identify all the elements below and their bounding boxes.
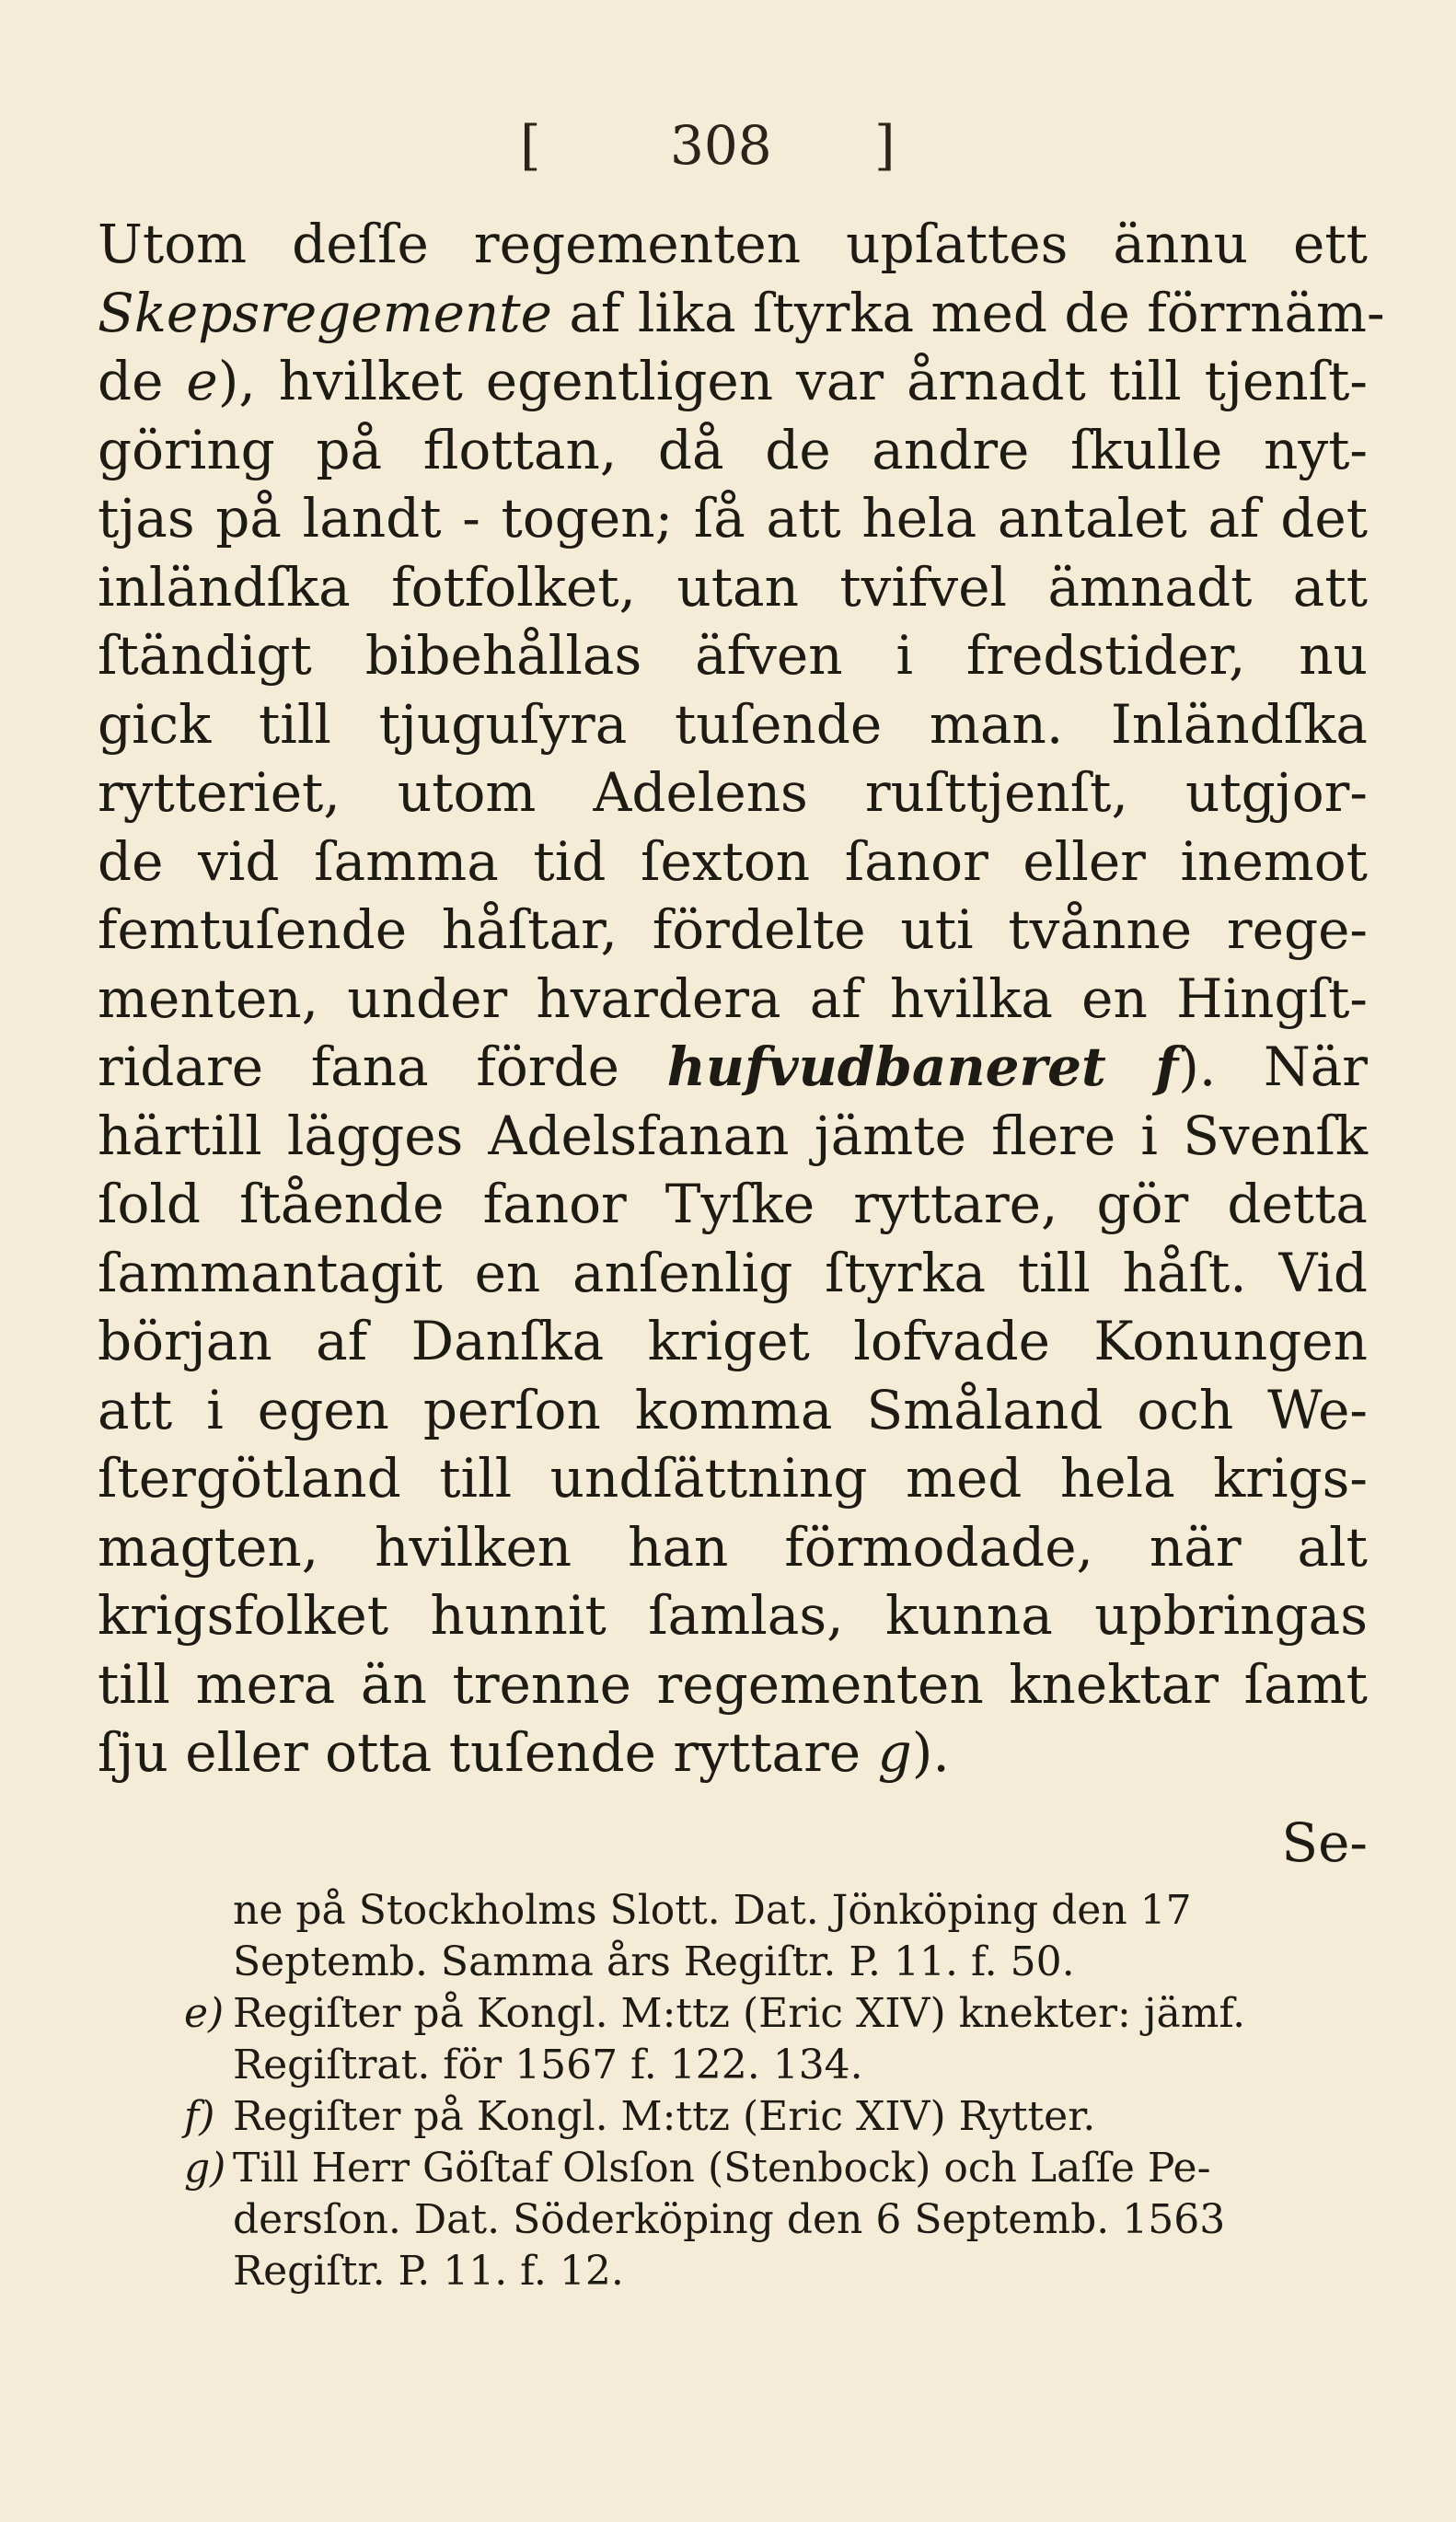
footnote-text: dersſon. Dat. Söderköping den 6 Septemb. 1563: [233, 2196, 1226, 2243]
header-bracket-open: [: [520, 114, 541, 177]
text-line: [98, 827, 1368, 897]
text-run: Utom deſſe regementen upſattes ännu ett: [98, 213, 1368, 275]
text-line: [98, 1376, 1368, 1445]
footnote-line: [184, 2143, 1371, 2194]
text-run: inländſka fotfolket, utan tvifvel ämnadt att: [98, 555, 1368, 619]
text-line: [98, 1444, 1368, 1513]
text-run: ſammantagit en anſenlig ſtyrka till håſt. Vid: [98, 1241, 1368, 1304]
text-run: menten, under hvardera af hvilka en Hingſt-: [98, 966, 1368, 1030]
text-run: magten, hvilken han förmodade, när alt: [98, 1515, 1368, 1579]
footnote-line: [184, 2091, 1371, 2143]
text-line: [98, 1718, 1368, 1787]
footnote-line: [184, 1988, 1371, 2040]
text-run: ſju eller otta tuſende ryttare: [98, 1721, 878, 1784]
footnote-line: [184, 2194, 1371, 2246]
text-run: ).: [911, 1721, 950, 1784]
footnote-text: ne på Stockholms Slott. Dat. Jönköping den 17: [233, 1887, 1192, 1934]
footnote-text: Regiſtrat. för 1567 f. 122. 134.: [233, 2042, 863, 2088]
text-run: ſtändigt bibehållas äfven i fredstider, nu: [98, 624, 1368, 687]
page-number: 308: [670, 114, 772, 177]
text-line: [98, 1239, 1368, 1308]
text-run: gick till tjuguſyra tuſende man. Inländſka: [98, 692, 1368, 756]
italic-run: hufvudbaneret f: [666, 1035, 1179, 1098]
text-line: [98, 347, 1368, 416]
italic-run: e: [186, 350, 218, 412]
text-run: ). När: [1178, 1035, 1369, 1098]
text-run: ridare fana förde: [98, 1035, 667, 1098]
text-line: [98, 1102, 1368, 1171]
footnote-line: [184, 2246, 1371, 2297]
text-line: [98, 279, 1385, 348]
text-run: af lika ſtyrka med de förrnäm-: [551, 281, 1385, 344]
footnote-mark: g): [184, 2145, 226, 2192]
text-line: [98, 553, 1368, 622]
text-line: [98, 1513, 1368, 1582]
text-line: [98, 1307, 1368, 1376]
text-line: [98, 1033, 1368, 1102]
footnote-line: [184, 1885, 1371, 1937]
text-run: tjas på landt - togen; ſå att hela antalet af det: [98, 487, 1368, 550]
header-bracket-close: ]: [874, 114, 896, 177]
text-run: ), hvilket egentligen var årnadt till tjenſt-: [217, 350, 1368, 412]
footnotes: [184, 1885, 1371, 2297]
text-run: ſtergötland till undſättning med hela krigs-: [98, 1447, 1368, 1510]
footnote-text: Septemb. Samma års Regiſtr. P. 11. f. 50.: [233, 1938, 1075, 1985]
footnote-text: Regiſter på Kongl. M:ttz (Eric XIV) knekter: jämf.: [233, 1990, 1246, 2037]
text-run: de: [98, 350, 187, 412]
footnote-mark: f): [184, 2093, 215, 2140]
text-run: de vid ſamma tid ſexton ſanor eller inemot: [98, 829, 1368, 893]
text-run: ſold ſtående fanor Tyſke ryttare, gör detta: [98, 1173, 1368, 1235]
italic-run: Skepsregemente: [98, 281, 552, 344]
footnote-line: [184, 2040, 1371, 2091]
text-run: göring på flottan, då de andre ſkulle nyt-: [98, 418, 1368, 481]
italic-run: g: [877, 1721, 912, 1784]
text-run: rytteriet, utom Adelens ruſttjenſt, utgjor-: [98, 761, 1368, 824]
footnote-mark: e): [184, 1990, 225, 2037]
text-run: att i egen perſon komma Småland och We-: [98, 1378, 1368, 1441]
text-run: härtill lägges Adelsfanan jämte flere i Svenſk: [98, 1104, 1368, 1167]
footnote-text: Till Herr Göſtaf Olsſon (Stenbock) och Laſſe Pe-: [233, 2145, 1211, 2192]
text-line: [98, 1650, 1368, 1719]
text-line: [98, 416, 1368, 485]
text-line: [98, 484, 1368, 553]
page-header: [0, 109, 1456, 182]
text-line: [98, 896, 1368, 965]
text-run: till mera än trenne regementen knektar ſamt: [98, 1652, 1368, 1716]
footnote-line: [184, 1937, 1371, 1988]
text-run: krigsfolket hunnit ſamlas, kunna upbringas: [98, 1584, 1368, 1647]
text-line: [98, 758, 1368, 827]
text-line: [98, 1170, 1368, 1239]
text-run: femtuſende håſtar, fördelte uti tvånne rege-: [98, 898, 1368, 961]
catchword: Se-: [1281, 1811, 1368, 1874]
main-text: [98, 210, 1385, 1787]
text-line: [98, 621, 1368, 690]
footnote-text: Regiſter på Kongl. M:ttz (Eric XIV) Rytter.: [233, 2093, 1096, 2140]
text-line: [98, 965, 1368, 1034]
text-line: [98, 690, 1368, 759]
text-run: början af Danſka kriget lofvade Konungen: [98, 1310, 1368, 1372]
text-line: [98, 1581, 1368, 1650]
text-line: [98, 210, 1368, 279]
footnote-text: Regiſtr. P. 11. f. 12.: [233, 2248, 624, 2295]
